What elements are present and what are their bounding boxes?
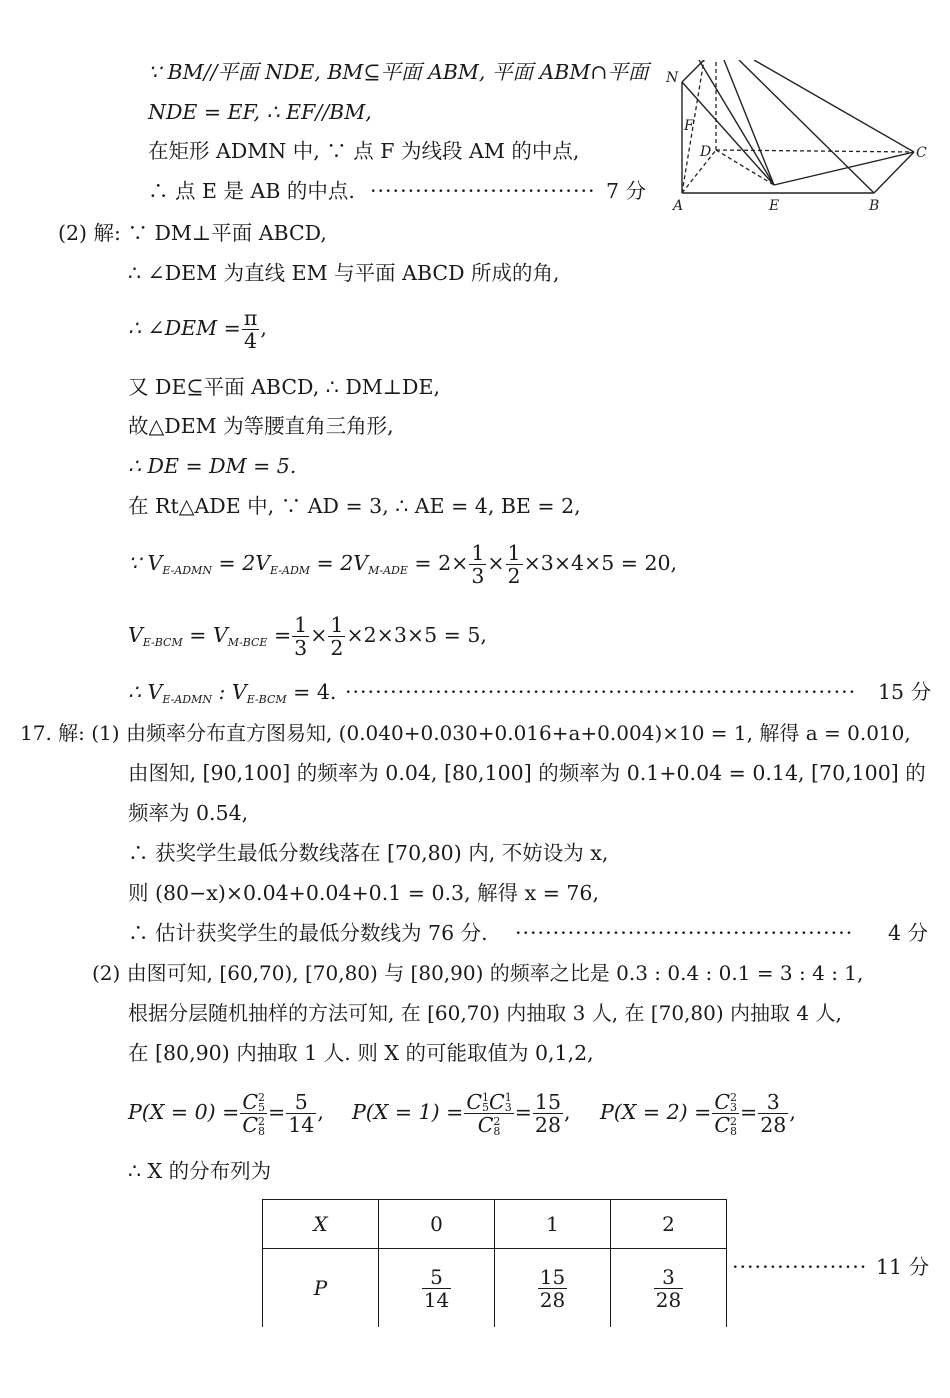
- q17-line-4: ∴ 获奖学生最低分数线落在 [70,80) 内, 不妨设为 x,: [128, 841, 609, 865]
- edge-DC-hidden: [716, 150, 914, 152]
- volume-ratio: ∴ $V_{E-ADMN}$ : $V_{E-BCM} = 4$.: [128, 680, 337, 706]
- label-A: A: [673, 198, 684, 214]
- p2-line-6: ∴ DE = DM = 5.: [128, 454, 297, 478]
- table-score: 11 分: [876, 1255, 930, 1279]
- p2-line-5: 故△DEM 为等腰直角三角形,: [128, 414, 394, 438]
- p2-line-2: ∴ ∠DEM 为直线 EM 与平面 ABCD 所成的角,: [128, 261, 560, 285]
- table-row: [263, 1249, 727, 1328]
- geometry-figure: [664, 60, 934, 218]
- p2-line-1: (2) 解: ∵ DM⊥平面 ABCD,: [58, 221, 327, 245]
- edge-DE-hidden: [716, 150, 774, 185]
- prob-x2: P(X = 2) = C 2 3 C 2 8 = $\frac{3}{28}$ ,: [600, 1089, 796, 1138]
- dist-title: ∴ X 的分布列为: [128, 1159, 272, 1183]
- p1-score: 7 分: [606, 179, 647, 203]
- label-N: N: [666, 70, 679, 86]
- edge-BC: [874, 152, 914, 193]
- p1-dots: ······························: [370, 179, 596, 203]
- p2-dots: ····································································: [345, 680, 857, 704]
- label-D: D: [700, 144, 712, 160]
- table-header-cell: 1: [495, 1200, 611, 1249]
- edge-C-top: [754, 60, 914, 152]
- prob-x1: P(X = 1) = C 1 5 C 1 3 C 2 8 = $\frac{15}{28}$ ,: [352, 1089, 571, 1138]
- label-C: C: [916, 145, 927, 161]
- label-E: E: [769, 198, 780, 214]
- label-F: F: [684, 118, 694, 134]
- q17-line-2: 由图知, [90,100] 的频率为 0.04, [80,100] 的频率为 0.1+0.04 = 0.14, [70,100] 的: [128, 761, 926, 785]
- q17-score-1: 4 分: [888, 921, 929, 945]
- table-cell: $\frac{5}{14}$: [379, 1249, 495, 1328]
- distribution-table: [262, 1199, 727, 1327]
- p2-score: 15 分: [878, 680, 932, 704]
- edge-B-top: [739, 60, 874, 193]
- table-dots: ··················: [732, 1255, 868, 1279]
- table-cell: P: [263, 1249, 379, 1328]
- p2-line-4: 又 DE⊆平面 ABCD, ∴ DM⊥DE,: [128, 375, 440, 399]
- table-row: [263, 1200, 727, 1249]
- edge-NE: [682, 82, 774, 185]
- q17-dots-1: ·············································: [515, 921, 854, 945]
- prob-x0: P(X = 0) = C 2 5 C 2 8 = $\frac{5}{14}$ ,: [128, 1089, 324, 1138]
- p1-line-2: NDE = EF, ∴ EF//BM,: [148, 100, 372, 124]
- table-header-cell: 0: [379, 1200, 495, 1249]
- edge-EC: [774, 152, 914, 185]
- volume-equation-2: $V_{E-BCM} = V_{M-BCE}$ = $\frac{1}{3}$ × $\frac{1}{2}$ ×2×3×5 = 5,: [128, 613, 487, 660]
- q17-part2-line-2: 根据分层随机抽样的方法可知, 在 [60,70) 内抽取 3 人, 在 [70,80) 内抽取 4 人,: [128, 1001, 842, 1025]
- q17-part2-line-1: (2) 由图可知, [60,70), [70,80) 与 [80,90) 的频率之比是 0.3 : 0.4 : 0.1 = 3 : 4 : 1,: [92, 961, 864, 985]
- q17-line-1: 17. 解: (1) 由频率分布直方图易知, (0.040+0.030+0.016+a+0.004)×10 = 1, 解得 a = 0.010,: [20, 721, 911, 745]
- table-header-cell: X: [263, 1200, 379, 1249]
- p1-line-1: ∵ BM//平面 NDE, BM⊆平面 ABM, 平面 ABM∩平面: [148, 60, 649, 84]
- label-B: B: [869, 198, 880, 214]
- edge-E-top1: [724, 60, 774, 185]
- table-cell: $\frac{15}{28}$: [495, 1249, 611, 1328]
- edge-E-top2: [699, 60, 774, 185]
- q17-line-5: 则 (80−x)×0.04+0.04+0.1 = 0.3, 解得 x = 76,: [128, 881, 599, 905]
- p2-line-7: 在 Rt△ADE 中, ∵ AD = 3, ∴ AE = 4, BE = 2,: [128, 494, 581, 518]
- volume-equation-1: ∵ $V_{E-ADMN} = 2V_{E-ADM} = 2V_{M-ADE} = 2\times$ $\frac{1}{3}$ × $\frac{1}{2}$ ×3×4×5 = 20,: [128, 541, 678, 588]
- p1-line-4: ∴ 点 E 是 AB 的中点.: [148, 179, 355, 203]
- q17-line-6: ∴ 估计获奖学生的最低分数线为 76 分.: [128, 921, 488, 945]
- table-cell: $\frac{3}{28}$: [611, 1249, 727, 1328]
- q17-line-3: 频率为 0.54,: [128, 801, 249, 825]
- q17-part2-line-3: 在 [80,90) 内抽取 1 人. 则 X 的可能取值为 0,1,2,: [128, 1041, 594, 1065]
- p1-line-3: 在矩形 ADMN 中, ∵ 点 F 为线段 AM 的中点,: [148, 139, 580, 163]
- table-header-cell: 2: [611, 1200, 727, 1249]
- p2-line-3: ∴ ∠DEM = $\frac{\pi}{4}$ ,: [128, 306, 267, 353]
